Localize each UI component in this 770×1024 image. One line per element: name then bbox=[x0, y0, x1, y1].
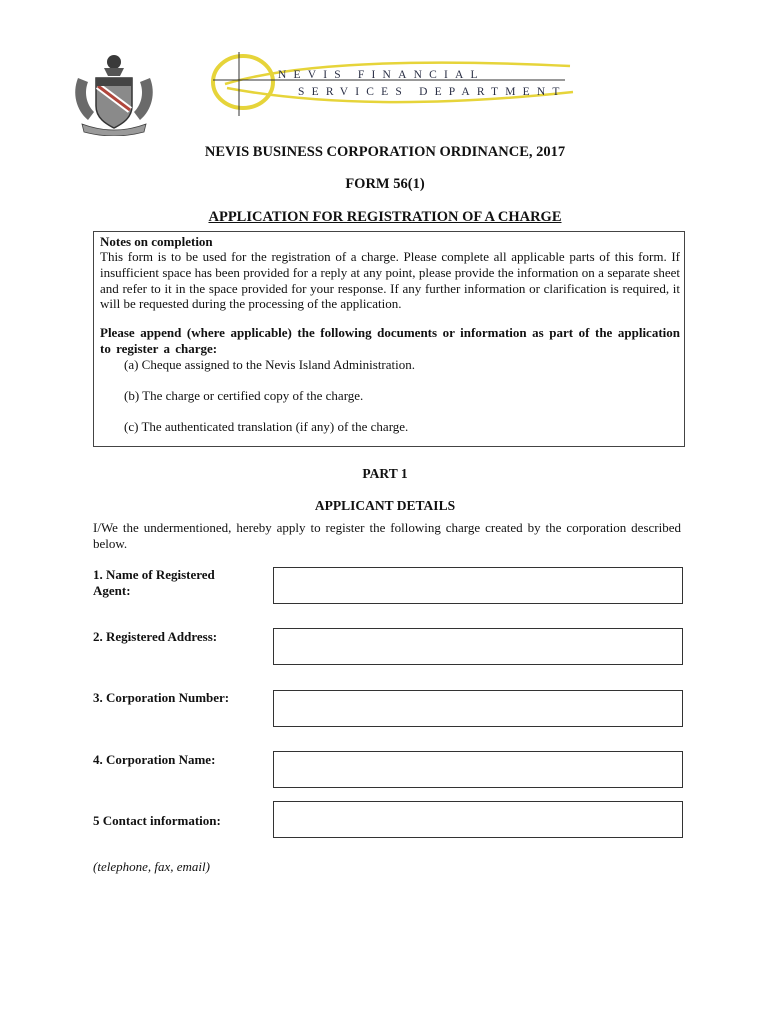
contact-information-field[interactable] bbox=[273, 801, 683, 838]
document-item-a: (a) Cheque assigned to the Nevis Island Administration. bbox=[124, 357, 416, 372]
notes-text: This form is to be used for the registration of a charge. Please complete all applicable parts of this form. If insufficient space has been provided for a reply at any point, please provide the information on a separate sheet and refer to it in the space provided for your response. If any further information or clarification is required, it will be requested during the processing of the application. bbox=[100, 249, 680, 312]
logo-text-line2: SERVICES DEPARTMENT bbox=[298, 86, 567, 98]
registered-address-label: 2. Registered Address: bbox=[93, 629, 218, 644]
corporation-name-field[interactable] bbox=[273, 751, 683, 788]
document-item-b: (b) The charge or certified copy of the charge. bbox=[124, 388, 364, 403]
corporation-number-field[interactable] bbox=[273, 690, 683, 727]
ordinance-title: NEVIS BUSINESS CORPORATION ORDINANCE, 2017 bbox=[204, 144, 566, 160]
document-item-c: (c) The authenticated translation (if any) of the charge. bbox=[124, 419, 409, 434]
contact-information-label: 5 Contact information: bbox=[93, 813, 221, 828]
application-title: APPLICATION FOR REGISTRATION OF A CHARGE bbox=[208, 209, 562, 225]
registered-agent-field[interactable] bbox=[273, 567, 683, 604]
contact-note: (telephone, fax, email) bbox=[93, 859, 210, 874]
append-instructions: Please append (where applicable) the following documents or information as part of the application to register a charge: bbox=[100, 325, 680, 356]
registered-agent-label: 1. Name of Registered Agent: bbox=[93, 567, 215, 598]
logo-text-line1: NEVIS FINANCIAL bbox=[278, 69, 485, 81]
registered-address-field[interactable] bbox=[273, 628, 683, 665]
part-title: PART 1 bbox=[362, 466, 408, 481]
intro-text: I/We the undermentioned, hereby apply to register the following charge created by the corporation described below. bbox=[93, 520, 681, 551]
nfsd-logo bbox=[205, 52, 575, 116]
form-number: FORM 56(1) bbox=[345, 176, 425, 192]
notes-heading: Notes on completion bbox=[100, 234, 213, 249]
corporation-number-label: 3. Corporation Number: bbox=[93, 690, 230, 705]
part-subtitle: APPLICANT DETAILS bbox=[314, 498, 456, 513]
corporation-name-label: 4. Corporation Name: bbox=[93, 752, 216, 767]
coat-of-arms-crest bbox=[70, 48, 158, 136]
